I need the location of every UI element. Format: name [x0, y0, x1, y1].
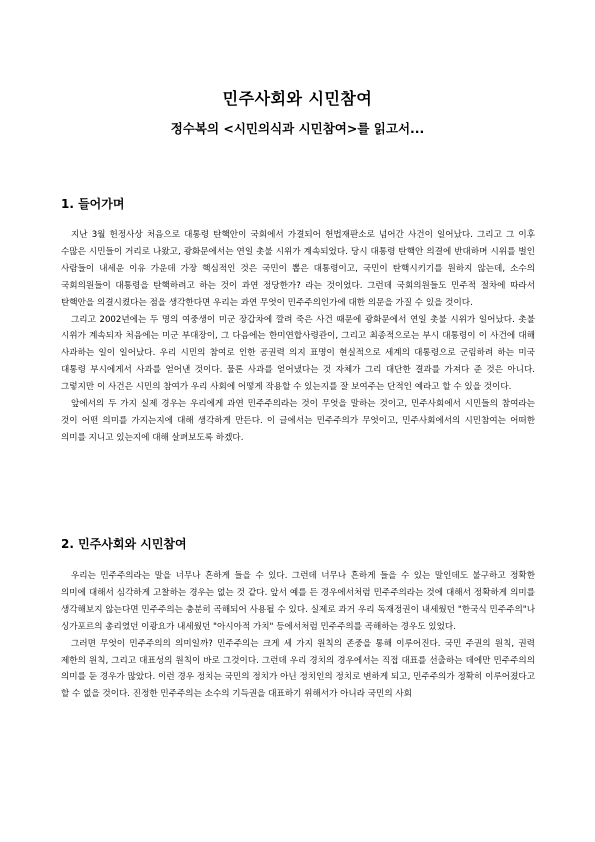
paragraph: 지난 3월 헌정사상 처음으로 대통령 탄핵안이 국회에서 가결되어 헌법재판소로 넘어간 사건이 일어났다. 그리고 그 이후 수많은 시민들이 거리로 나왔고, 광화문에서는 연일 촛불 시위가 계속되었다. 당시 대통령 탄핵안 의결에 반대하며 시위를 벌인 사람들이 내세운 이유 가운데 가장 핵심적인 것은 국민이 뽑은 대통령이고, 국민이 탄핵시키기를 원하지 않는데, 소수의 국회의원들이 대통령을 탄핵하려고 하는 것이 과연 정당한가? 라는 것이었다. 그런데 국회의원들도 민주적 절차에 따라서 탄핵안을 의결시켰다는 점을 생각한다면 우리는 과연 무엇이 민주주의인가에 대한 의문을 가질 수 있을 것이다. [61, 230, 535, 308]
paragraph: 앞에서의 두 가지 실제 경우는 우리에게 과연 민주주의라는 것이 무엇을 말하는 것이고, 민주사회에서 시민들의 참여라는 것이 어떤 의미를 가지는지에 대해 생각하게 만든다. 이 글에서는 민주주의가 무엇이고, 민주사회에서의 시민참여는 어떠한 의미를 지니고 있는지에 대해 살펴보도록 하겠다. [61, 399, 535, 443]
paragraph: 우리는 민주주의라는 말을 너무나 흔하게 들을 수 있다. 그런데 너무나 흔하게 들을 수 있는 말인데도 불구하고 정확한 의미에 대해서 심각하게 고찰하는 경우는 없는 것 같다. 앞서 예를 든 경우에서처럼 민주주의라는 것에 대해서 정확하게 의미를 생각해보지 않는다면 민주주의는 충분히 곡해되어 사용될 수 있다. 실제로 과거 우리 독재정권이 내세웠던 "한국식 민주주의"나 싱가포르의 총리였던 이광요가 내세웠던 "아시아적 가치" 등에서처럼 민주주의를 곡해하는 경우도 있었다. [61, 571, 535, 632]
section-body-introduction [61, 227, 535, 447]
document-title: 민주사회와 시민참여 [222, 89, 373, 108]
document-subtitle: 정수복의 <시민의식과 시민참여>를 읽고서... [170, 121, 425, 136]
section-body-democracy [61, 568, 535, 703]
section-heading-introduction: 1. 들어가며 [61, 197, 125, 211]
paragraph: 그리고 2002년에는 두 명의 여중생이 미군 장갑차에 깔려 죽은 사건 때문에 광화문에서 연일 촛불 시위가 일어났다. 촛불 시위가 계속되자 처음에는 미군 부대장이, 그 다음에는 한미연합사령관이, 그리고 최종적으로는 부시 대통령이 이 사건에 대해 사과하는 일이 일어났다. 우리 시민의 참여로 인한 공권력 의지 표명이 현실적으로 세계의 대통령으로 군림하려 하는 미국 대통령 부시에게서 사과를 얻어낸 것이다. 물론 사과를 얻어냈다는 것 자체가 그리 대단한 결과를 가져다 준 것은 아니다. 그렇지만 이 사건은 시민의 참여가 우리 사회에 어떻게 작용할 수 있는지를 잘 보여주는 단적인 예라고 할 수 있을 것이다. [61, 314, 535, 393]
paragraph: 그러면 무엇이 민주주의의 의미일까? 민주주의는 크게 세 가지 원칙의 존중을 통해 이루어진다. 국민 주권의 원칙, 권력 제한의 원칙, 그리고 대표성의 원칙이 바로 그것이다. 그런데 우리 경치의 경우에서는 직접 대표를 선출하는 데에만 민주주의의 의미를 둔 경우가 많았다. 이런 경우 정치는 국민의 정치가 아닌 정치인의 정치로 변하게 되고, 민주주의가 정확히 이루어졌다고 할 수 없을 것이다. 진정한 민주주의는 소수의 기득권을 대표하기 위해서가 아니라 국민의 사회 [61, 638, 535, 700]
section-heading-democracy: 2. 민주사회와 시민참여 [61, 537, 187, 551]
